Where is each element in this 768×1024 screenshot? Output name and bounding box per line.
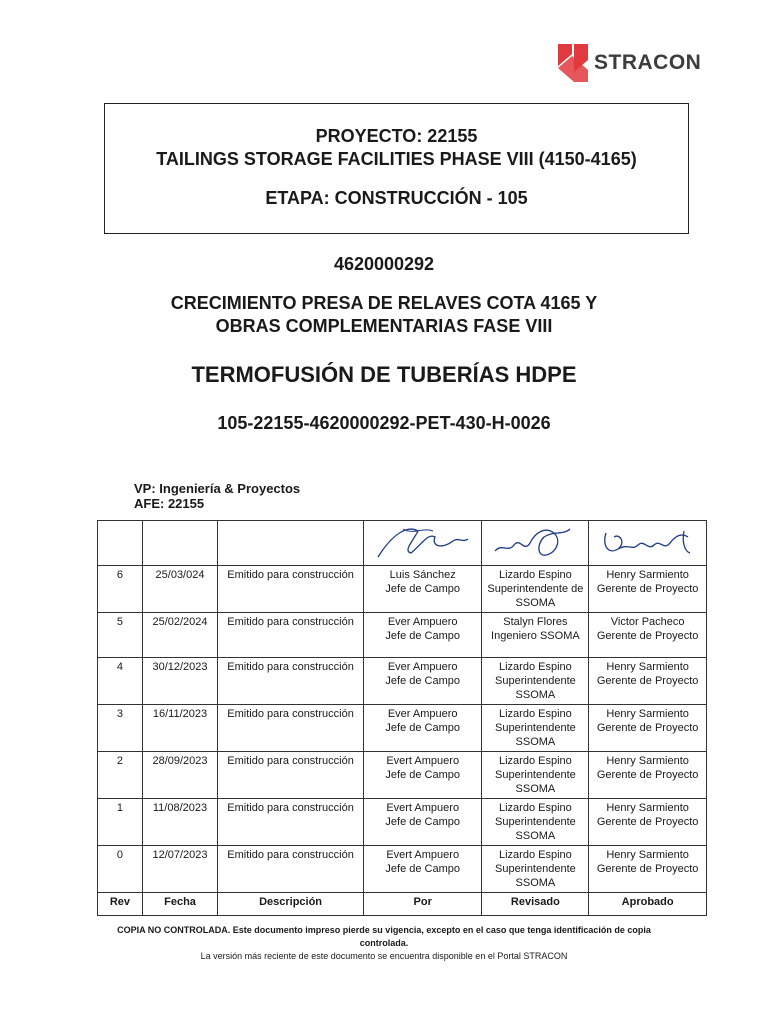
aprobado-cell: [589, 752, 707, 799]
revision-table: [97, 520, 707, 916]
signature-aprobado-icon: [598, 523, 698, 561]
signature-revisado: [482, 521, 589, 566]
por-cell: [363, 658, 482, 705]
stracon-logo-mark: [558, 44, 588, 82]
por-name: Ever Ampuero: [387, 708, 458, 720]
aprobado-cell: [589, 846, 707, 893]
date-cell: 30/12/2023: [142, 658, 217, 705]
project-box: [104, 103, 689, 234]
aprobado-name: Henry Sarmiento: [606, 849, 689, 861]
signature-por: [363, 521, 482, 566]
revisado-name: Lizardo Espino: [498, 755, 572, 767]
por-name: Evert Ampuero: [386, 849, 460, 861]
revisado-role: Superintendente SSOMA: [495, 722, 576, 748]
aprobado-cell: [589, 705, 707, 752]
aprobado-name: Victor Pacheco: [610, 616, 685, 628]
table-row: [98, 752, 707, 799]
revisado-name: Lizardo Espino: [498, 569, 572, 581]
rev-cell: 3: [98, 705, 143, 752]
aprobado-role: Gerente de Proyecto: [596, 816, 699, 828]
main-title: TERMOFUSIÓN DE TUBERÍAS HDPE: [191, 362, 577, 387]
por-role: Jefe de Campo: [385, 769, 460, 781]
revisado-role: Superintendente SSOMA: [495, 816, 576, 842]
revisado-role: Superintendente SSOMA: [495, 863, 576, 889]
por-role: Jefe de Campo: [385, 816, 460, 828]
aprobado-role: Gerente de Proyecto: [596, 675, 699, 687]
revisado-role: Superintendente SSOMA: [495, 675, 576, 701]
table-row: [98, 658, 707, 705]
revisado-cell: [482, 566, 589, 613]
aprobado-name: Henry Sarmiento: [606, 802, 689, 814]
footer-notice-line2: controlada.: [359, 938, 409, 948]
rev-cell: 1: [98, 799, 143, 846]
header-descripcion: Descripción: [218, 893, 364, 916]
aprobado-name: Henry Sarmiento: [606, 755, 689, 767]
date-cell: 16/11/2023: [142, 705, 217, 752]
por-role: Jefe de Campo: [385, 675, 460, 687]
project-line1: PROYECTO: 22155: [315, 126, 478, 146]
description-line2: OBRAS COMPLEMENTARIAS FASE VIII: [215, 316, 553, 336]
table-header-row: [98, 893, 707, 916]
aprobado-name: Henry Sarmiento: [606, 661, 689, 673]
rev-cell: 4: [98, 658, 143, 705]
aprobado-name: Henry Sarmiento: [606, 569, 689, 581]
por-cell: [363, 846, 482, 893]
aprobado-role: Gerente de Proyecto: [596, 583, 699, 595]
footer-portal-note: La versión más reciente de este documento se encuentra disponible en el Portal STRACON: [200, 951, 568, 961]
signature-row: [98, 521, 707, 566]
footer-notice-line1: COPIA NO CONTROLADA. Este documento impreso pierde su vigencia, excepto en el caso que tenga identificación de copia: [117, 925, 651, 935]
revisado-role: Superintendente de SSOMA: [487, 583, 584, 609]
aprobado-role: Gerente de Proyecto: [596, 722, 699, 734]
por-role: Jefe de Campo: [385, 722, 460, 734]
desc-cell: Emitido para construcción: [218, 658, 364, 705]
desc-cell: Emitido para construcción: [218, 705, 364, 752]
table-row: [98, 613, 707, 658]
por-cell: [363, 566, 482, 613]
header-revisado: Revisado: [482, 893, 589, 916]
rev-cell: 5: [98, 613, 143, 658]
revisado-cell: [482, 658, 589, 705]
rev-cell: 2: [98, 752, 143, 799]
rev-cell: 0: [98, 846, 143, 893]
por-cell: [363, 705, 482, 752]
header-aprobado: Aprobado: [589, 893, 707, 916]
revisado-cell: [482, 613, 589, 658]
aprobado-role: Gerente de Proyecto: [596, 630, 699, 642]
por-name: Ever Ampuero: [387, 616, 458, 628]
vp-block: [134, 481, 300, 511]
por-cell: [363, 799, 482, 846]
date-cell: 28/09/2023: [142, 752, 217, 799]
revisado-cell: [482, 846, 589, 893]
table-row: [98, 705, 707, 752]
signature-por-icon: [373, 523, 473, 561]
revisado-role: Superintendente SSOMA: [495, 769, 576, 795]
description-line1: CRECIMIENTO PRESA DE RELAVES COTA 4165 Y: [170, 293, 598, 313]
header-fecha: Fecha: [142, 893, 217, 916]
revisado-name: Stalyn Flores: [503, 616, 568, 628]
date-cell: 11/08/2023: [142, 799, 217, 846]
por-role: Jefe de Campo: [385, 583, 460, 595]
logo-text: STRACON: [594, 51, 702, 74]
revisado-cell: [482, 799, 589, 846]
revisado-role: Ingeniero SSOMA: [491, 630, 580, 642]
por-role: Jefe de Campo: [385, 863, 460, 875]
signature-aprobado: [589, 521, 707, 566]
revisado-name: Lizardo Espino: [498, 849, 572, 861]
aprobado-role: Gerente de Proyecto: [596, 769, 699, 781]
por-name: Evert Ampuero: [386, 755, 460, 767]
por-name: Ever Ampuero: [387, 661, 458, 673]
desc-cell: Emitido para construcción: [218, 846, 364, 893]
table-row: [98, 799, 707, 846]
rev-cell: 6: [98, 566, 143, 613]
por-role: Jefe de Campo: [385, 630, 460, 642]
table-row: [98, 846, 707, 893]
date-cell: 25/03/024: [142, 566, 217, 613]
aprobado-cell: [589, 613, 707, 658]
project-line3: ETAPA: CONSTRUCCIÓN - 105: [265, 188, 528, 208]
revisado-cell: [482, 752, 589, 799]
vp-label: VP: Ingeniería & Proyectos: [134, 481, 301, 496]
por-name: Luis Sánchez: [389, 569, 456, 581]
desc-cell: Emitido para construcción: [218, 566, 364, 613]
afe-label: AFE: 22155: [134, 496, 205, 511]
header-rev: Rev: [98, 893, 143, 916]
aprobado-cell: [589, 566, 707, 613]
revisado-cell: [482, 705, 589, 752]
date-cell: 25/02/2024: [142, 613, 217, 658]
desc-cell: Emitido para construcción: [218, 752, 364, 799]
date-cell: 12/07/2023: [142, 846, 217, 893]
por-cell: [363, 613, 482, 658]
desc-cell: Emitido para construcción: [218, 613, 364, 658]
aprobado-role: Gerente de Proyecto: [596, 863, 699, 875]
por-cell: [363, 752, 482, 799]
header-por: Por: [363, 893, 482, 916]
desc-cell: Emitido para construcción: [218, 799, 364, 846]
stracon-logo: [558, 44, 701, 82]
aprobado-cell: [589, 799, 707, 846]
table-row: [98, 566, 707, 613]
revisado-name: Lizardo Espino: [498, 802, 572, 814]
signature-revisado-icon: [490, 523, 580, 561]
revisado-name: Lizardo Espino: [498, 661, 572, 673]
project-line2: TAILINGS STORAGE FACILITIES PHASE VIII (4150-4165): [156, 149, 637, 169]
document-code: 105-22155-4620000292-PET-430-H-0026: [217, 413, 551, 433]
aprobado-name: Henry Sarmiento: [606, 708, 689, 720]
contract-number: 4620000292: [333, 254, 435, 274]
por-name: Evert Ampuero: [386, 802, 460, 814]
aprobado-cell: [589, 658, 707, 705]
revisado-name: Lizardo Espino: [498, 708, 572, 720]
